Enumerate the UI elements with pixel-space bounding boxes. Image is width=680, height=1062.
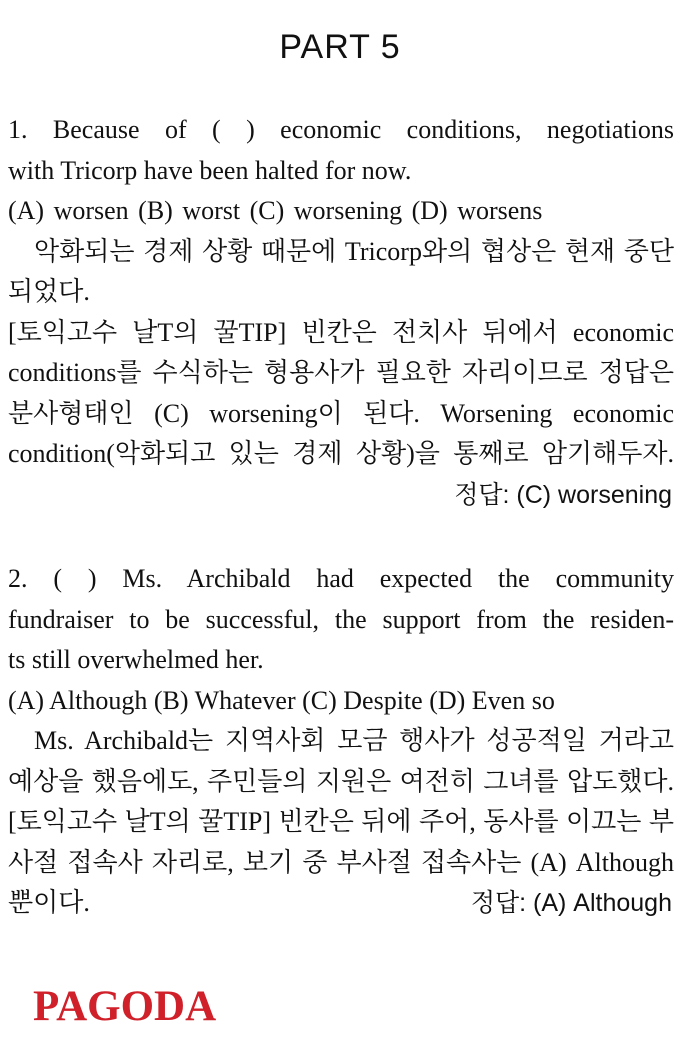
page-title: PART 5 <box>279 28 401 66</box>
question-1-stem-line-2: with Tricorp have been halted for now. <box>8 155 412 185</box>
question-2-tip-line-2: 사절 접속사 자리로, 보기 중 부사절 접속사는 (A) Although <box>8 847 674 877</box>
pagoda-logo: PAGODA <box>33 983 217 1030</box>
question-1-tip-line-3: 분사형태인 (C) worsening이 된다. Worsening economic <box>8 398 674 428</box>
question-2 <box>8 559 674 924</box>
question-2-translation-line-2: 예상을 했음에도, 주민들의 지원은 여전히 그녀를 압도했다. <box>8 766 674 796</box>
question-2-answer: 정답: (A) Although <box>470 889 672 917</box>
question-2-stem-line-2: fundraiser to be successful, the support from the residen- <box>8 604 674 634</box>
question-2-last-line <box>8 883 674 924</box>
question-2-options: (A) Although (B) Whatever (C) Despite (D) Even so <box>8 685 555 715</box>
question-1-options: (A) worsen (B) worst (C) worsening (D) worsens <box>8 196 543 225</box>
question-1-translation-line-2: 되었다. <box>8 277 90 306</box>
question-1-stem-line-1: 1. Because of ( ) economic conditions, negotiations <box>8 115 674 144</box>
question-1 <box>8 110 674 515</box>
question-2-stem-line-1: 2. ( ) Ms. Archibald had expected the community <box>8 564 674 593</box>
question-2-tip-line-1: [토익고수 날T의 꿀TIP] 빈칸은 뒤에 주어, 동사를 이끄는 부 <box>8 807 674 836</box>
question-1-tip-line-1: [토익고수 날T의 꿀TIP] 빈칸은 전치사 뒤에서 economic <box>8 317 674 347</box>
question-2-tip-line-3: 뿐이다. <box>8 888 90 917</box>
question-2-stem-line-3: ts still overwhelmed her. <box>8 645 264 674</box>
question-1-tip-line-4: condition(악화되고 있는 경제 상황)을 통째로 암기해두자. <box>8 439 674 468</box>
question-1-tip-line-2: conditions를 수식하는 형용사가 필요한 자리이므로 정답은 <box>8 358 674 387</box>
question-1-translation-line-1: 악화되는 경제 상황 때문에 Tricorp와의 협상은 현재 중단 <box>34 236 674 266</box>
question-1-answer: 정답: (C) worsening <box>454 480 672 509</box>
question-2-translation-line-1: Ms. Archibald는 지역사회 모금 행사가 성공적일 거라고 <box>34 726 674 755</box>
